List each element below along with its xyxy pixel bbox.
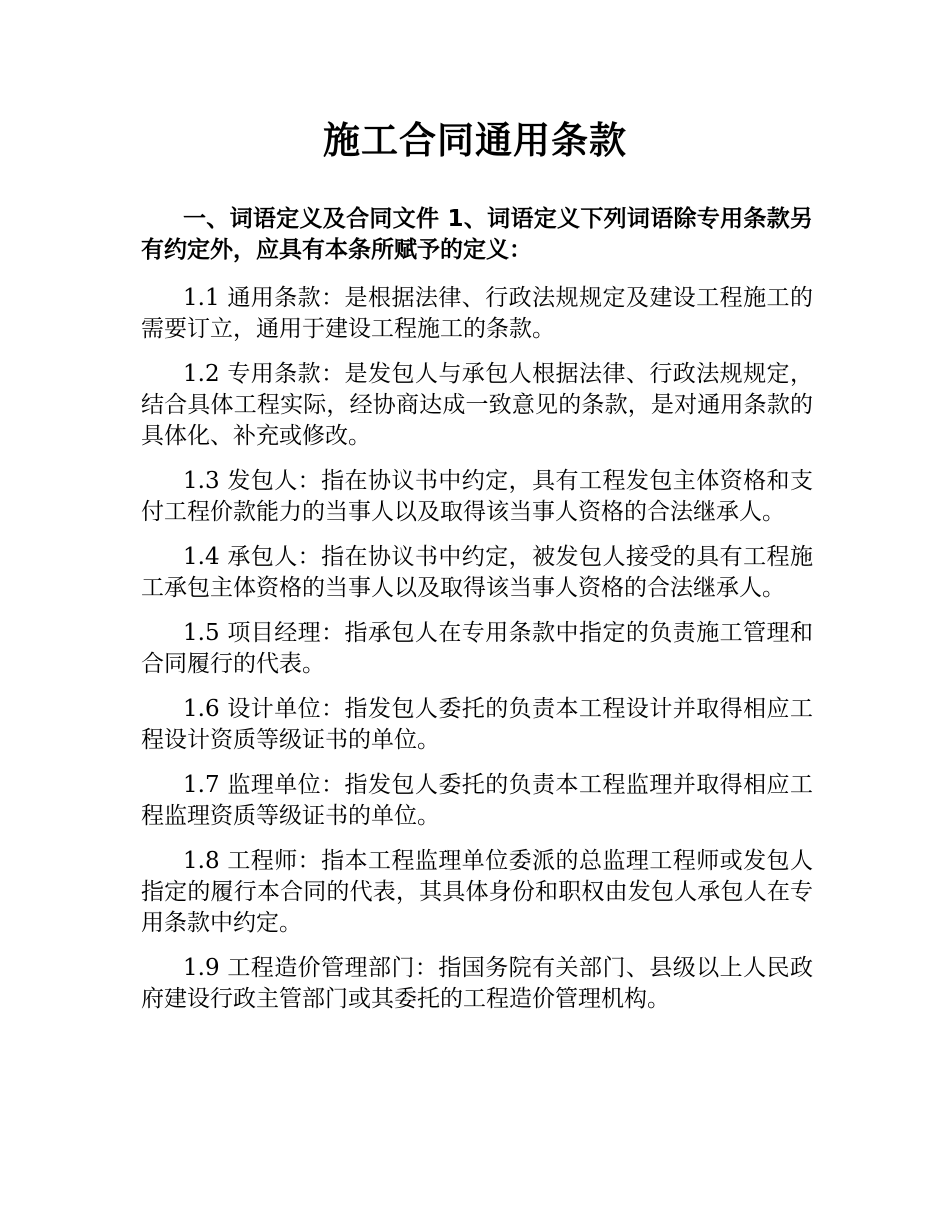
document-body	[141, 204, 813, 1029]
section-heading: 一、词语定义及合同文件 1、词语定义下列词语除专用条款另有约定外，应具有本条所赋予的定义：	[141, 206, 813, 263]
clause-1-2: 1.2 专用条款：是发包人与承包人根据法律、行政法规规定，结合具体工程实际，经协商达成一致意见的条款，是对通用条款的具体化、补充或修改。	[141, 361, 813, 449]
clause-1-5: 1.5 项目经理：指承包人在专用条款中指定的负责施工管理和合同履行的代表。	[141, 620, 813, 677]
clause-1-7: 1.7 监理单位：指发包人委托的负责本工程监理并取得相应工程监理资质等级证书的单位。	[141, 772, 813, 829]
clause-1-9: 1.9 工程造价管理部门：指国务院有关部门、县级以上人民政府建设行政主管部门或其委托的工程造价管理机构。	[141, 955, 813, 1012]
clause-1-3: 1.3 发包人：指在协议书中约定，具有工程发包主体资格和支付工程价款能力的当事人以及取得该当事人资格的合法继承人。	[141, 468, 813, 525]
clause-1-1: 1.1 通用条款：是根据法律、行政法规规定及建设工程施工的需要订立，通用于建设工程施工的条款。	[141, 285, 813, 342]
clause-1-4: 1.4 承包人：指在协议书中约定，被发包人接受的具有工程施工承包主体资格的当事人以及取得该当事人资格的合法继承人。	[141, 544, 813, 601]
clause-1-8: 1.8 工程师：指本工程监理单位委派的总监理工程师或发包人指定的履行本合同的代表，其具体身份和职权由发包人承包人在专用条款中约定。	[141, 848, 813, 936]
clause-1-6: 1.6 设计单位：指发包人委托的负责本工程设计并取得相应工程设计资质等级证书的单位。	[141, 696, 813, 753]
document-title: 施工合同通用条款	[323, 119, 627, 162]
